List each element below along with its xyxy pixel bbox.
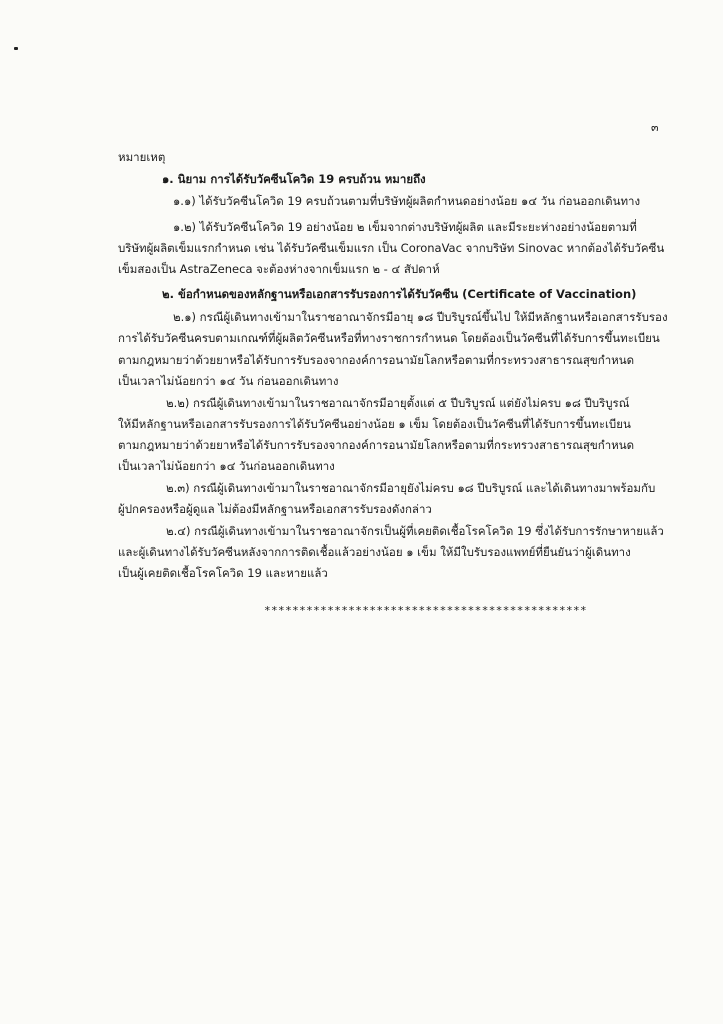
item-2-1-line-1: ๒.๑) กรณีผู้เดินทางเข้ามาในราชอาณาจักรมีอายุ ๑๘ ปีบริบูรณ์ขึ้นไป ให้มีหลักฐานหรือเอกสารรับรอง: [173, 310, 668, 324]
item-2-2-line-1: ๒.๒) กรณีผู้เดินทางเข้ามาในราชอาณาจักรมีอายุตั้งแต่ ๕ ปีบริบูรณ์ แต่ยังไม่ครบ ๑๘ ปีบริบูรณ์: [166, 396, 630, 410]
page-number: ๓: [651, 121, 659, 134]
item-2-1-line-2: การได้รับวัคซีนครบตามเกณฑ์ที่ผู้ผลิตวัคซีนหรือที่ทางราชการกำหนด โดยต้องเป็นวัคซีนที่ได้รับการขึ้นทะเบียน: [118, 331, 660, 345]
item-2-3-line-2: ผู้ปกครองหรือผู้ดูแล ไม่ต้องมีหลักฐานหรือเอกสารรับรองดังกล่าว: [118, 502, 432, 516]
item-2-1-line-4: เป็นเวลาไม่น้อยกว่า ๑๔ วัน ก่อนออกเดินทาง: [118, 374, 339, 388]
item-2-3-line-1: ๒.๓) กรณีผู้เดินทางเข้ามาในราชอาณาจักรมีอายุยังไม่ครบ ๑๘ ปีบริบูรณ์ และได้เดินทางมาพร้อมกับ: [166, 481, 656, 495]
end-marker: **********************************************: [264, 604, 588, 617]
item-2-2-line-3: ตามกฎหมายว่าด้วยยาหรือได้รับการรับรองจากองค์การอนามัยโลกหรือตามที่กระทรวงสาธารณสุขกำหนด: [118, 438, 635, 452]
note-heading: หมายเหตุ: [118, 150, 166, 164]
item-2-1-line-3: ตามกฎหมายว่าด้วยยาหรือได้รับการรับรองจากองค์การอนามัยโลกหรือตามที่กระทรวงสาธารณสุขกำหนด: [118, 353, 635, 367]
item-1-1: ๑.๑) ได้รับวัคซีนโควิด 19 ครบถ้วนตามที่บริษัทผู้ผลิตกำหนดอย่างน้อย ๑๔ วัน ก่อนออกเดินทาง: [173, 194, 641, 208]
item-2-4-line-3: เป็นผู้เคยติดเชื้อโรคโควิด 19 และหายแล้ว: [118, 566, 328, 580]
item-2-2-line-4: เป็นเวลาไม่น้อยกว่า ๑๔ วันก่อนออกเดินทาง: [118, 459, 335, 473]
item-2-2-line-2: ให้มีหลักฐานหรือเอกสารรับรองการได้รับวัคซีนอย่างน้อย ๑ เข็ม โดยต้องเป็นวัคซีนที่ได้รับการขึ้นทะเบียน: [118, 417, 631, 431]
item-2-4-line-2: และผู้เดินทางได้รับวัคซีนหลังจากการติดเชื้อแล้วอย่างน้อย ๑ เข็ม ให้มีใบรับรองแพทย์ที่ยืนยันว่าผู้เดินทาง: [118, 545, 631, 559]
scan-speck: [14, 47, 18, 50]
item-1-2-line-2: บริษัทผู้ผลิตเข็มแรกกำหนด เช่น ได้รับวัคซีนเข็มแรก เป็น CoronaVac จากบริษัท Sinovac หากต้องได้รับวัคซีน: [118, 241, 665, 255]
item-1-2-line-3: เข็มสองเป็น AstraZeneca จะต้องห่างจากเข็มแรก ๒ - ๔ สัปดาห์: [118, 262, 440, 276]
section-1-heading: ๑. นิยาม การได้รับวัคซีนโควิด 19 ครบถ้วน หมายถึง: [162, 172, 426, 186]
item-2-4-line-1: ๒.๔) กรณีผู้เดินทางเข้ามาในราชอาณาจักรเป็นผู้ที่เคยติดเชื้อโรคโควิด 19 ซึ่งได้รับการรักษาหายแล้ว: [166, 524, 664, 538]
item-1-2-line-1: ๑.๒) ได้รับวัคซีนโควิด 19 อย่างน้อย ๒ เข็มจากต่างบริษัทผู้ผลิต และมีระยะห่างอย่างน้อยตามที่: [173, 220, 637, 234]
section-2-heading: ๒. ข้อกำหนดของหลักฐานหรือเอกสารรับรองการได้รับวัคซีน (Certificate of Vaccination): [162, 287, 637, 301]
